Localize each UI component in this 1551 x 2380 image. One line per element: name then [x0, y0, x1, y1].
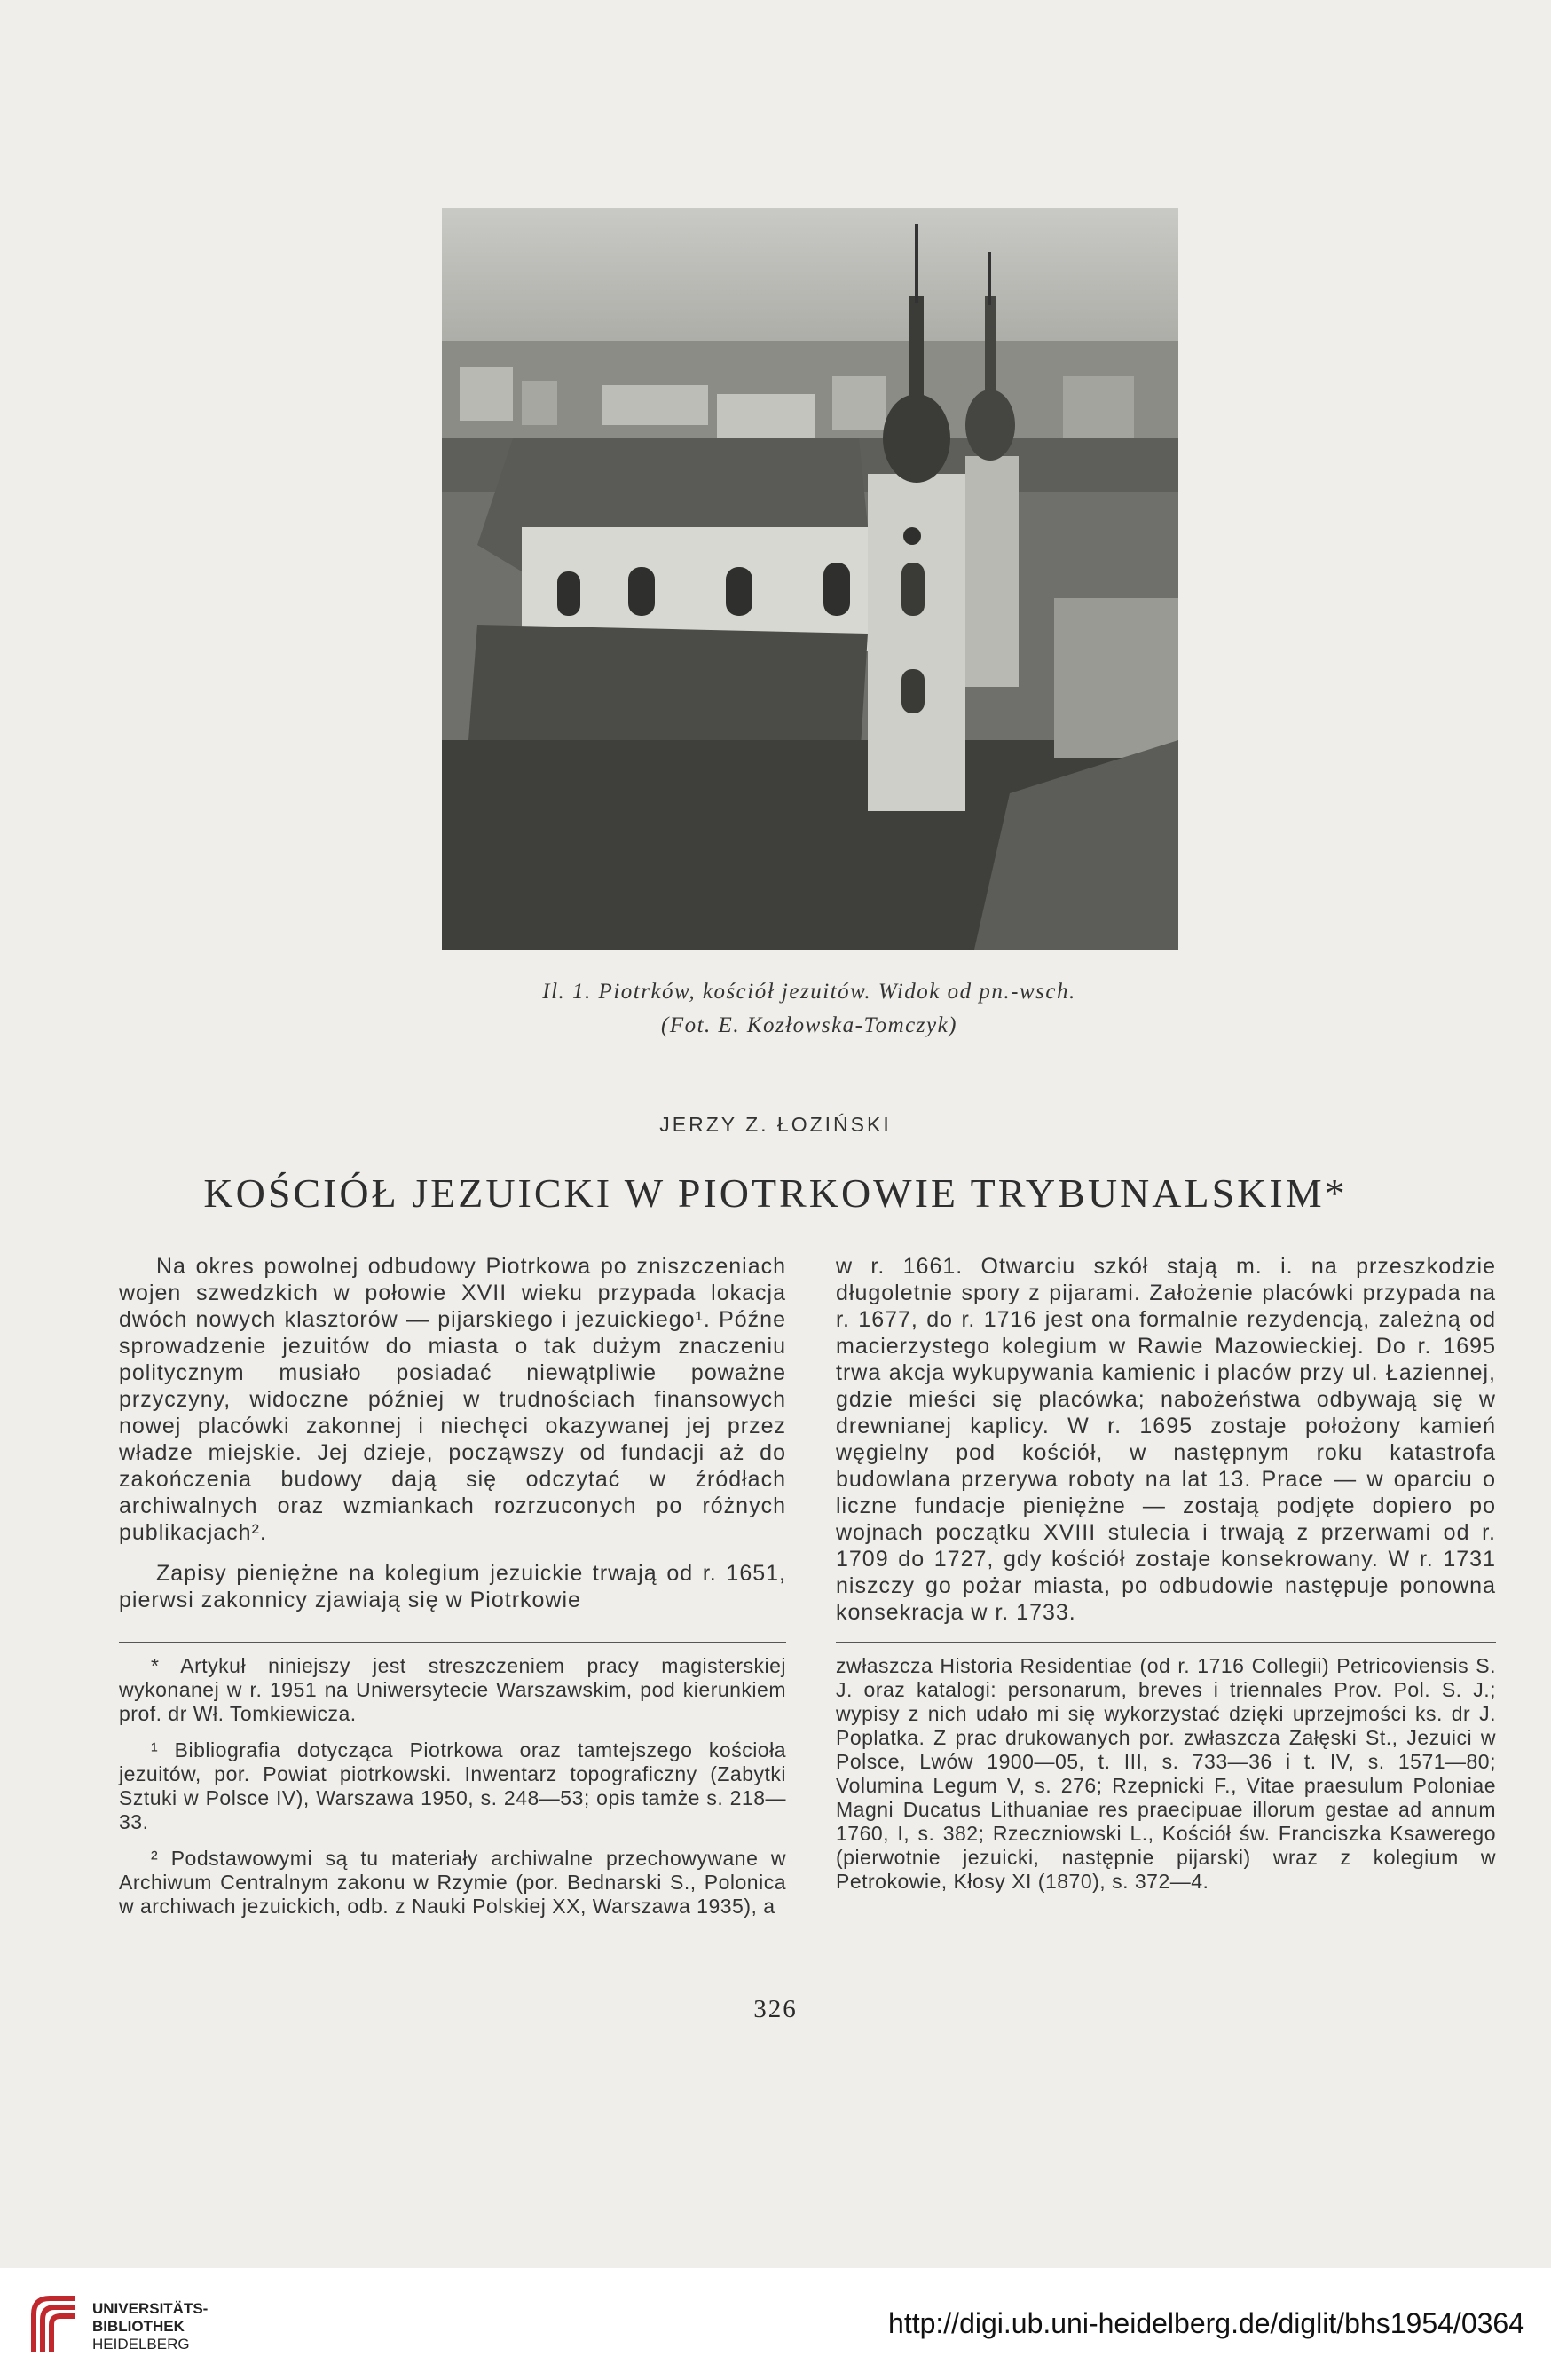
- footnote: * Artykuł niniejszy jest streszczeniem pracy magisterskiej wykonanej w r. 1951 na Uniwersytecie Warszawskim, pod kierunkiem prof. dr Wł. Tomkiewicza.: [119, 1654, 786, 1725]
- library-name-line3: HEIDELBERG: [92, 2336, 190, 2352]
- library-name: [92, 2300, 208, 2353]
- university-library-logo-icon: [21, 2289, 83, 2360]
- body-paragraph: Na okres powolnej odbudowy Piotrkowa po zniszczeniach wojen szwedzkich w połowie XVII wieku przypada lokacja dwóch nowych klasztorów — pijarskiego i jezuickiego¹. Późne sprowadzenie jezuitów do miasta o tak dużym znaczeniu politycznym musiało posiadać niewątpliwie poważne przyczyny, widoczne później w trudnościach finansowych nowej placówki zakonnej i niechęci okazywanej jej przez władze miejskie. Jej dzieje, począwszy od fundacji aż do zakończenia budowy dają się odczytać w źródłach archiwalnych oraz wzmiankach rozrzuconych po różnych publikacjach².: [119, 1254, 786, 1545]
- footnotes-left: [119, 1654, 786, 1931]
- body-column-right: [836, 1253, 1496, 1640]
- article-author: JERZY Z. ŁOZIŃSKI: [659, 1113, 892, 1136]
- figure-caption-line1: Il. 1. Piotrków, kościół jezuitów. Widok od pn.-wsch.: [542, 980, 1076, 1004]
- viewer-footer: [0, 2268, 1551, 2380]
- body-column-left: [119, 1253, 786, 1627]
- church-photograph: [442, 208, 1178, 950]
- figure-caption-line2: (Fot. E. Kozłowska-Tomczyk): [661, 1013, 957, 1037]
- document-url-link[interactable]: http://digi.ub.uni-heidelberg.de/diglit/bhs1954/0364: [888, 2307, 1524, 2339]
- library-name-line2: BIBLIOTHEK: [92, 2318, 185, 2335]
- footnote: zwłaszcza Historia Residentiae (od r. 1716 Collegii) Petricoviensis S. J. oraz katalogi: personarum, breves i triennales Prov. Pol. S. J.; wypisy z nich udało mi się wykorzystać dzięki uprzejmości ks. dr J. Poplatka. Z prac drukowanych por. zwłaszcza Załęski St., Jezuici w Polsce, Lwów 1900—05, t. III, s. 733—36 i t. IV, s. 1571—80; Volumina Legum V, s. 276; Rzepnicki F., Vitae praesulum Poloniae Magni Ducatus Lithuaniae res praecipuae illorum gestae ad annum 1760, I, s. 382; Rzeczniowski L., Kościół św. Franciszka Ksawerego (pierwotnie jezuicki, następnie pijarski) wraz z kolegium w Petrokowie, Kłosy XI (1870), s. 372—4.: [836, 1654, 1496, 1893]
- body-paragraph: w r. 1661. Otwarciu szkół stają m. i. na przeszkodzie długoletnie spory z pijarami. Założenie placówki przypada na r. 1677, do r. 1716 jest ona formalnie rezydencją, zależną od macierzystego kolegium w Rawie Mazowieckiej. Do r. 1695 trwa akcja wykupywania kamienic i placów przy ul. Łaziennej, gdzie mieści się placówka; nabożeństwa odbywają się w drewnianej kaplicy. W r. 1695 zostaje położony kamień węgielny pod kościół, w następnym roku katastrofa budowlana przerywa roboty na lat 13. Prace — w oparciu o liczne fundacje pieniężne — zostają podjęte dopiero po wojnach początku XVIII stulecia i trwają z przerwami od r. 1709 do 1727, gdy kościół zostaje konsekrowany. W r. 1731 niszczy go pożar miasta, po odbudowie następuje ponowna konsekracja w r. 1733.: [836, 1254, 1496, 1625]
- library-name-line1: UNIVERSITÄTS-: [92, 2300, 209, 2317]
- footnote-divider-left: [119, 1642, 786, 1643]
- page-number: 326: [753, 1995, 798, 2023]
- article-title: KOŚCIÓŁ JEZUICKI W PIOTRKOWIE TRYBUNALSKIM*: [203, 1170, 1348, 1216]
- footnote: ² Podstawowymi są tu materiały archiwalne przechowywane w Archiwum Centralnym zakonu w Rzymie (por. Bednarski S., Polonica w archiwach jezuickich, odb. z Nauki Polskiej XX, Warszawa 1935), a: [119, 1847, 786, 1918]
- footnote-divider-right: [836, 1642, 1496, 1643]
- body-paragraph: Zapisy pieniężne na kolegium jezuickie trwają od r. 1651, pierwsi zakonnicy zjawiają się w Piotrkowie: [119, 1561, 786, 1612]
- footnote: ¹ Bibliografia dotycząca Piotrkowa oraz tamtejszego kościoła jezuitów, por. Powiat piotrkowski. Inwentarz topograficzny (Zabytki Sztuki w Polsce IV), Warszawa 1950, s. 248—53; opis tamże s. 218—33.: [119, 1738, 786, 1833]
- footnotes-right: [836, 1654, 1496, 1906]
